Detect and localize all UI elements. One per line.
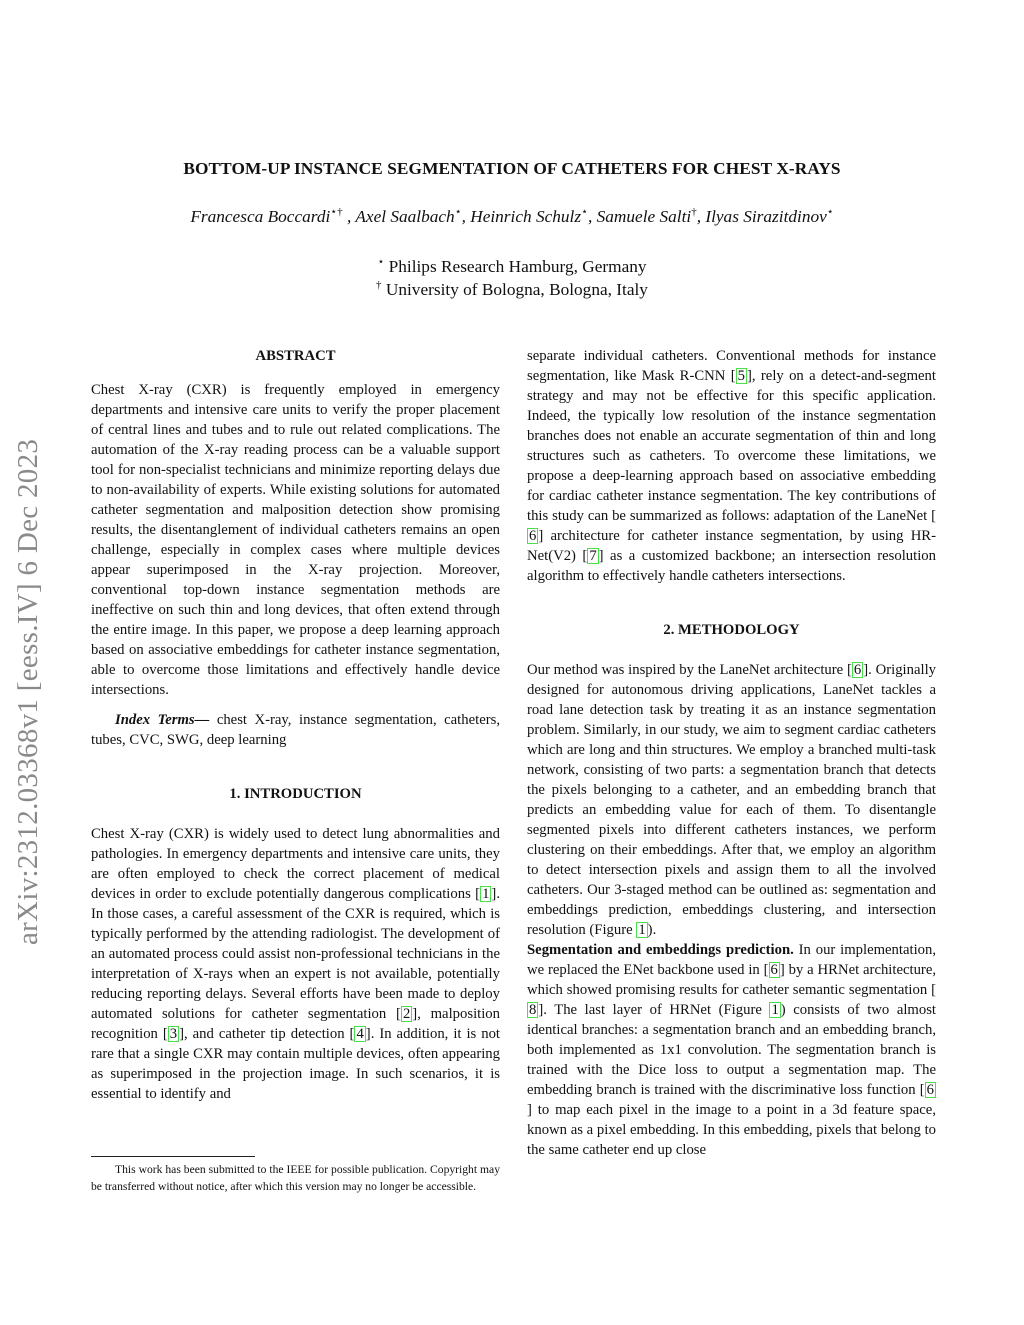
footnote-rule [91, 1156, 255, 1157]
method-text: In our implementation, we replaced the ENet backbone used in [527, 942, 937, 978]
intro-text: architecture for catheter instance segmentation, by using HR-Net(V2) [527, 528, 936, 564]
introduction-heading: 1. INTRODUCTION [229, 786, 362, 802]
author-mark: ⋆† [330, 206, 343, 218]
affiliation-text: Philips Research Hamburg, Germany [388, 256, 647, 276]
citation-link[interactable]: 5 [737, 368, 745, 384]
author-name: Samuele Salti [596, 206, 692, 226]
introduction-paragraph: Chest X-ray (CXR) is widely used to detect lung abnormalities and pathologies. In emergency departments and intensive care units, they are often employed to check the correct placement of medical devices in order to exclude potentially dangerous complications [ 1 ]. In those cases, a careful assessment of the CXR is required, which is typically performed by the attending radiologist. The development of an automated process could assist non-professional technicians in the interpretation of X-rays when an expert is not available, potentially reducing reporting delays. Several efforts have been made to deploy automated solutions for catheter segmentation [ 2 ], malposition recognition [ 3 ], and catheter tip detection [ 4 ]. In addition, it is not rare that a single CXR may contain multiple devices, often appearing as superimposed in the projection image. In such scenarios, it is essential to identify and [91, 826, 500, 1102]
intro-text: . In those cases, a careful assessment of the CXR is required, which is typically performed by the attending radiologist. The development of an automated process could assist non-professional technicians in the interpretation of X-rays when an expert is not available, potentially reducing reporting delays. Several efforts have been made to deploy automated solutions for catheter segmentation [91, 886, 500, 1022]
method-text: to map each pixel in the image to a point in a 3d feature space, known as a pixel embedding. In this embedding, pixels that belong to the same catheter end up close [527, 1102, 936, 1158]
arxiv-identifier: arXiv:2312.03368v1 [eess.IV] 6 Dec 2023 [12, 438, 44, 945]
method-text: . The last layer of HRNet (Figure [543, 1002, 770, 1018]
method-text: ). [647, 922, 657, 938]
segmentation-paragraph: Segmentation and embeddings prediction. In our implementation, we replaced the ENet backbone used in [ 6 ] by a HRNet architecture, which showed promising results for catheter semantic segmentation [8 ]. The last layer of HRNet (Figure 1 ) consists of two almost identical branches: a segmentation branch and an embedding branch, both implemented as 1x1 convolution. The segmentation branch is trained with the Dice loss to output a segmentation map. The embedding branch is trained with the discriminative loss function [ 6] to map each pixel in the image to a point in a 3d feature space, known as a pixel embedding. In this embedding, pixels that belong to the same catheter end up close [527, 942, 937, 1158]
intro-text: separate individual catheters. Conventional methods for instance segmentation, like Mask R-CNN [527, 348, 936, 384]
citation-link[interactable]: 2 [402, 1006, 411, 1022]
author-mark: ⋆ [581, 206, 588, 218]
methodology-paragraph: Our method was inspired by the LaneNet architecture [ 6 ]. Originally designed for autonomous driving applications, LaneNet tackles a road lane detection task by treating it as an instance segmentation problem. Similarly, in our study, we aim to segment cardiac catheters which are long and thin structures. We employ a branched multi-task network, consisting of two parts: a segmentation branch that detects the pixels belonging to a catheter, and an embedding branch that predicts an embedding value for each of them. To disentangle segmented pixels into different catheters instances, we perform clustering on their embeddings. After that, we employ an algorithm to detect intersection pixels and assign them to all the involved catheters. Our 3-staged method can be outlined as: segmentation and embeddings prediction, embeddings clustering, and intersection resolution (Figure 1 ). [527, 662, 937, 938]
methodology-heading: 2. METHODOLOGY [663, 622, 800, 638]
author-name: Ilyas Sirazitdinov [705, 206, 827, 226]
citation-link[interactable]: 8 [529, 1002, 537, 1018]
citation-link[interactable]: 6 [770, 962, 778, 978]
intro-text: , malposition recognition [91, 1006, 500, 1042]
citation-link[interactable]: 6 [926, 1082, 934, 1098]
intro-continued-paragraph: separate individual catheters. Conventional methods for instance segmentation, like Mask R-CNN [ 5 ], rely on a detect-and-segment strategy and may not be effective for this specific application. Indeed, the typically low resolution of the instance segmentation branches does not enable an accurate segmentation of thin and long structures such as catheters. To overcome these limitations, we propose a deep-learning approach based on associative embedding for cardiac catheter instance segmentation. The key contributions of this study can be summarized as follows: adaptation of the LaneNet [6 ] architecture for catheter instance segmentation, by using HR-Net(V2) [ 7 ] as a customized backbone; an intersection resolution algorithm to effectively handle catheters intersections. [527, 348, 936, 584]
author-name: Francesca Boccardi [190, 206, 331, 226]
index-terms-label: Index Terms— [115, 712, 210, 728]
author-mark: † [691, 206, 697, 218]
figure-link[interactable]: 1 [638, 922, 646, 938]
author-mark: ⋆ [454, 206, 462, 218]
citation-link[interactable]: 4 [356, 1026, 364, 1042]
intro-text: , rely on a detect-and-segment strategy and may not be effective for this specific application. Indeed, the typically low resolution of the instance segmentation branches does not enable an accurate segmentation of thin and long structures such as catheters. To overcome these limitations, we propose a deep-learning approach based on associative embedding for cardiac catheter instance segmentation. The key contributions of this study can be summarized as follows: adaptation of the LaneNet [527, 368, 936, 524]
intro-text: , and catheter tip detection [184, 1026, 350, 1042]
index-terms-text: chest X-ray, instance segmentation, catheters, tubes, CVC, SWG, deep learning [91, 712, 500, 748]
affiliation-mark: † [376, 279, 382, 291]
index-terms [91, 710, 500, 750]
abstract-text: Chest X-ray (CXR) is frequently employed in emergency departments and intensive care units to verify the proper placement of central lines and tubes and to rule out related complications. The automation of the X-ray reading process can be a valuable support tool for non-specialist technicians and minimize reporting delays due to non-availability of experts. While existing solutions for automated catheter segmentation and malposition detection show promising results, the disentanglement of individual catheters remains an open challenge, especially in complex cases where multiple devices appear superimposed in the X-ray projection. Moreover, conventional top-down instance segmentation methods are ineffective on such thin and long devices, that often extend through the entire image. In this paper, we propose a deep learning approach based on associative embeddings for catheter instance segmentation, able to overcome those limitations and effectively handle device intersections. [91, 382, 500, 698]
affiliation-philips [0, 255, 1024, 277]
citation-link[interactable]: 7 [589, 548, 597, 564]
method-text: . Originally designed for autonomous driving applications, LaneNet tackles a road lane detection task by treating it as an instance segmentation problem. Similarly, in our study, we aim to segment cardiac catheters which are long and thin structures. We employ a branched multi-task network, consisting of two parts: a segmentation branch that detects the pixels belonging to a catheter, and an embedding branch that predicts an embedding value for each of them. To disentangle segmented pixels into different catheters instances, we perform clustering on their embeddings. After that, we employ an algorithm to detect intersection pixels and assign them to all the involved catheters. Our 3-staged method can be outlined as: segmentation and embeddings prediction, embeddings clustering, and intersection resolution (Figure [527, 662, 937, 938]
subsection-heading: Segmentation and embeddings prediction. [527, 942, 794, 958]
author-name: Heinrich Schulz [470, 206, 582, 226]
author-mark: ⋆ [826, 206, 834, 218]
left-column [91, 346, 500, 1104]
paper-title: BOTTOM-UP INSTANCE SEGMENTATION OF CATHETERS FOR CHEST X-RAYS [183, 159, 841, 178]
intro-text: Chest X-ray (CXR) is widely used to detect lung abnormalities and pathologies. In emergency departments and intensive care units, they are often employed to check the correct placement of medical devices in order to exclude potentially dangerous complications [91, 826, 500, 902]
intro-text: . In addition, it is not rare that a single CXR may contain multiple devices, often appearing as superimposed in the projection image. In such scenarios, it is essential to identify and [91, 1026, 500, 1102]
method-text: Our method was inspired by the LaneNet architecture [527, 662, 847, 678]
method-text: by a HRNet architecture, which showed promising results for catheter semantic segmentation [527, 962, 937, 998]
citation-link[interactable]: 1 [482, 886, 490, 902]
right-column [527, 346, 936, 1160]
affiliation-bologna [0, 279, 1024, 300]
method-text: ) consists of two almost identical branches: a segmentation branch and an embedding branch, both implemented as 1x1 convolution. The segmentation branch is trained with the Dice loss to output a segmentation map. The embedding branch is trained with the discriminative loss function [527, 1002, 936, 1098]
citation-link[interactable]: 6 [853, 662, 862, 678]
figure-link[interactable]: 1 [771, 1002, 779, 1018]
intro-text: as a customized backbone; an intersection resolution algorithm to effectively handle catheters intersections. [527, 548, 936, 584]
citation-link[interactable]: 3 [169, 1026, 178, 1042]
affiliation-mark: ⋆ [377, 256, 385, 268]
citation-link[interactable]: 6 [529, 528, 537, 544]
author-name: Axel Saalbach [355, 206, 455, 226]
author-list: Francesca Boccardi⋆† , Axel Saalbach⋆, Heinrich Schulz⋆, Samuele Salti†, Ilyas Sirazitdinov⋆ [190, 206, 834, 226]
affiliation-text: University of Bologna, Bologna, Italy [385, 279, 648, 299]
abstract-heading: ABSTRACT [255, 348, 336, 364]
footnote: This work has been submitted to the IEEE for possible publication. Copyright may be transferred without notice, after which this version may no longer be accessible. [91, 1163, 500, 1193]
